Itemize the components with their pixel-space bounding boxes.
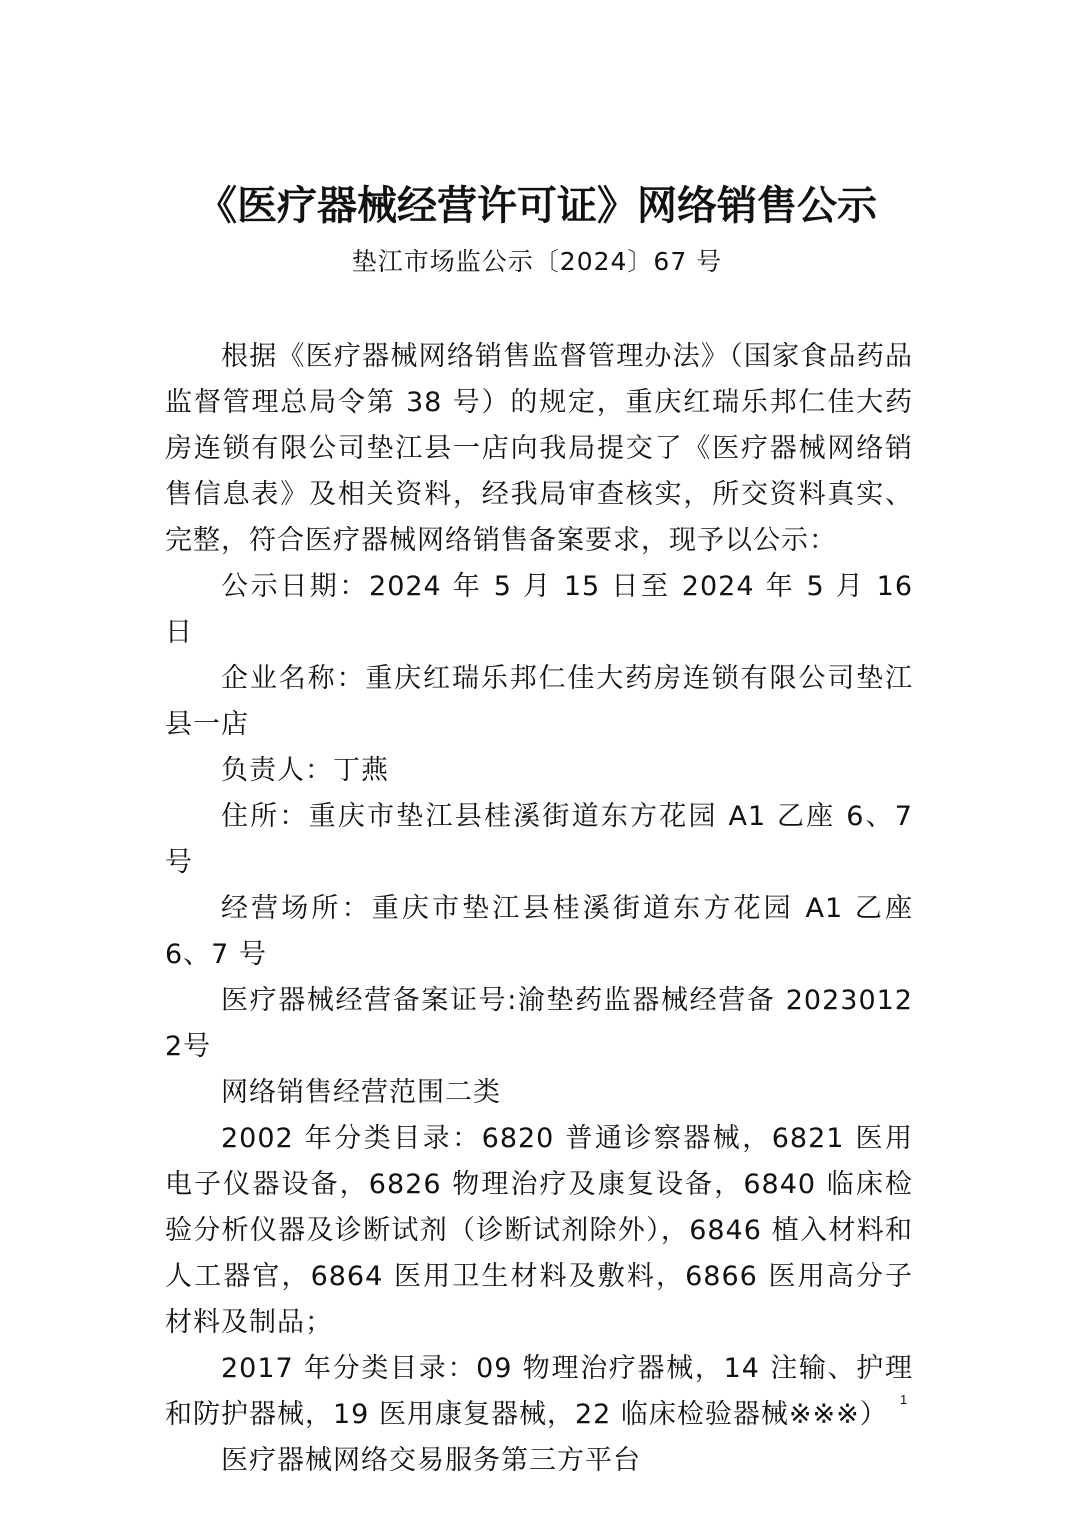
intro-paragraph: 根据《医疗器械网络销售监督管理办法》（国家食品药品监督管理总局令第 38 号）的规定，重庆红瑞乐邦仁佳大药房连锁有限公司垫江县一店向我局提交了《医疗器械网络销售信息表》及相关资料，经我局审查核实，所交资料真实、完整，符合医疗器械网络销售备案要求，现予以公示： bbox=[165, 341, 913, 556]
page-number: 1 bbox=[900, 1392, 908, 1407]
business-premises: 经营场所：重庆市垫江县桂溪街道东方花园 A1 乙座 6、7 号 bbox=[165, 893, 914, 970]
catalog-2002: 2002 年分类目录：6820 普通诊察器械，6821 医用电子仪器设备，6826 物理治疗及康复设备，6840 临床检验分析仪器及诊断试剂（诊断试剂除外），6846 植入材料和人工器官，6864 医用卫生材料及敷料，6866 医用高分子材料及制品； bbox=[165, 1123, 913, 1338]
notice-date: 公示日期：2024 年 5 月 15 日至 2024 年 5 月 16 日 bbox=[165, 571, 913, 648]
filing-certificate-number: 医疗器械经营备案证号:渝垫药监器械经营备 20230122号 bbox=[165, 985, 913, 1062]
third-party-platform-heading: 医疗器械网络交易服务第三方平台 bbox=[221, 1445, 641, 1476]
document-body bbox=[165, 334, 913, 1484]
document-number: 垫江市场监公示〔2024〕67 号 bbox=[351, 247, 723, 276]
residence-address: 住所：重庆市垫江县桂溪街道东方花园 A1 乙座 6、7 号 bbox=[165, 801, 913, 878]
person-in-charge: 负责人：丁燕 bbox=[221, 755, 389, 786]
catalog-2017: 2017 年分类目录：09 物理治疗器械，14 注输、护理和防护器械，19 医用康复器械，22 临床检验器械※※※） bbox=[165, 1353, 913, 1430]
online-sales-scope-heading: 网络销售经营范围二类 bbox=[221, 1077, 501, 1108]
document-title: 《医疗器械经营许可证》网络销售公示 bbox=[197, 182, 877, 229]
company-name: 企业名称：重庆红瑞乐邦仁佳大药房连锁有限公司垫江县一店 bbox=[165, 663, 913, 740]
